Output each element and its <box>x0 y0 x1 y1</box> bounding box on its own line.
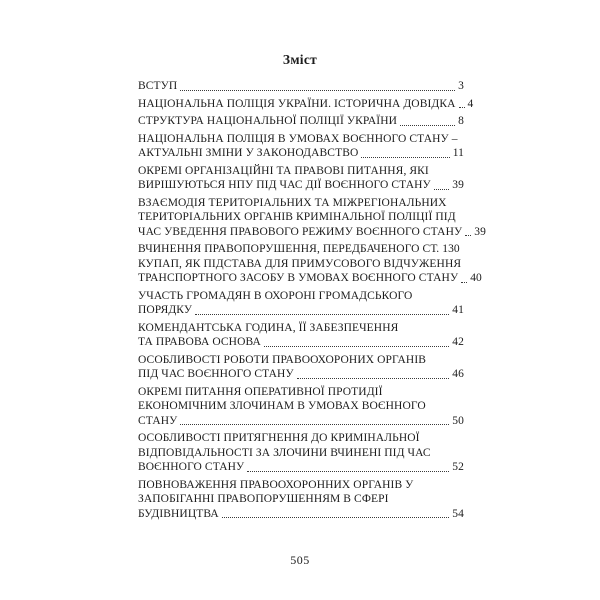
toc-entry-page-number: 40 <box>470 272 482 284</box>
dotted-leader <box>434 189 450 190</box>
toc-entry <box>138 132 464 161</box>
toc-line <box>138 289 464 304</box>
toc-line <box>138 478 464 493</box>
toc-line-with-page <box>138 225 486 240</box>
toc-entry-text: ЗАПОБІГАННІ ПРАВОПОРУШЕННЯМ В СФЕРІ <box>138 493 389 505</box>
dotted-leader <box>361 157 449 158</box>
toc-line-with-page <box>138 460 464 475</box>
toc-line-with-page <box>138 367 464 382</box>
toc-entry-text: АКТУАЛЬНІ ЗМІНИ У ЗАКОНОДАВСТВО <box>138 147 359 159</box>
toc-entry-page-number: 4 <box>467 97 474 110</box>
dotted-leader <box>459 107 465 108</box>
toc-entry <box>138 196 486 240</box>
toc-entry-page-number: 46 <box>452 368 464 380</box>
toc-entry-page-number: 41 <box>452 304 464 316</box>
toc-entry-text: ЧАС УВЕДЕННЯ ПРАВОВОГО РЕЖИМУ ВОЄННОГО СТАНУ <box>138 225 463 238</box>
toc-line <box>138 385 464 400</box>
toc-line-with-page <box>138 507 464 522</box>
toc-line-with-page <box>138 178 464 193</box>
toc-line-with-page <box>138 114 464 129</box>
toc-entry-text: КУПАП, ЯК ПІДСТАВА ДЛЯ ПРИМУСОВОГО ВІДЧУЖЕННЯ <box>138 257 462 270</box>
toc-entry-text: ВОЄННОГО СТАНУ <box>138 461 245 473</box>
toc-line-with-page <box>138 414 464 429</box>
toc-entry-text: ТА ПРАВОВА ОСНОВА <box>138 336 261 348</box>
toc-entry-text: ВЗАЄМОДІЯ ТЕРИТОРІАЛЬНИХ ТА МІЖРЕГІОНАЛЬНИХ <box>138 196 447 209</box>
toc-entry-page-number: 39 <box>474 225 486 238</box>
toc-entry <box>138 242 482 286</box>
toc-entry-text: БУДІВНИЦТВА <box>138 507 219 520</box>
toc-line <box>138 257 464 272</box>
toc-entry-text: ВИРІШУЮТЬСЯ НПУ ПІД ЧАС ДІЇ ВОЄННОГО СТАНУ <box>138 179 431 191</box>
toc-line <box>138 492 464 507</box>
toc-list <box>138 79 486 524</box>
toc-line <box>138 353 464 368</box>
toc-entry-page-number: 8 <box>458 115 464 127</box>
toc-entry-text: ПІД ЧАС ВОЄННОГО СТАНУ <box>138 368 294 380</box>
toc-entry-page-number: 11 <box>452 147 464 159</box>
toc-line-with-page <box>138 79 464 94</box>
toc-entry-text: ВЧИНЕННЯ ПРАВОПОРУШЕННЯ, ПЕРЕДБАЧЕНОГО СТ. 130 <box>138 243 460 255</box>
toc-entry <box>138 478 464 522</box>
dotted-leader <box>247 471 449 472</box>
toc-entry-text: ОСОБЛИВОСТІ РОБОТИ ПРАВООХОРОНИХ ОРГАНІВ <box>138 353 427 366</box>
toc-entry <box>138 321 464 350</box>
dotted-leader <box>461 282 467 283</box>
toc-entry-page-number: 42 <box>452 336 464 348</box>
toc-line-with-page <box>138 271 482 286</box>
toc-entry-text: СТРУКТУРА НАЦІОНАЛЬНОЇ ПОЛІЦІЇ УКРАЇНИ <box>138 115 398 127</box>
toc-entry-text: ПОВНОВАЖЕННЯ ПРАВООХОРОННИХ ОРГАНІВ У <box>138 478 414 491</box>
toc-entry-text: ОКРЕМІ ПИТАННЯ ОПЕРАТИВНОЇ ПРОТИДІЇ <box>138 385 383 398</box>
toc-line <box>138 132 464 147</box>
dotted-leader <box>180 424 449 425</box>
dotted-leader <box>264 346 449 347</box>
toc-entry <box>138 97 474 112</box>
toc-entry <box>138 353 464 382</box>
dotted-leader <box>222 517 449 518</box>
toc-entry-text: ОКРЕМІ ОРГАНІЗАЦІЙНІ ТА ПРАВОВІ ПИТАННЯ, ЯКІ <box>138 164 429 177</box>
toc-entry-text: ТРАНСПОРТНОГО ЗАСОБУ В УМОВАХ ВОЄННОГО СТАНУ <box>138 272 459 284</box>
toc-entry-page-number: 52 <box>452 461 464 473</box>
toc-entry <box>138 289 464 318</box>
toc-entry <box>138 385 464 429</box>
toc-entry-text: СТАНУ <box>138 414 178 427</box>
toc-line <box>138 210 464 225</box>
dotted-leader <box>180 90 455 91</box>
toc-line-with-page <box>138 303 464 318</box>
toc-entry-text: ВІДПОВІДАЛЬНОСТІ ЗА ЗЛОЧИНИ ВЧИНЕНІ ПІД ЧАС <box>138 446 431 459</box>
toc-entry-text: ПОРЯДКУ <box>138 304 193 316</box>
toc-line-with-page <box>138 97 474 112</box>
toc-line <box>138 399 464 414</box>
toc-entry <box>138 79 464 94</box>
toc-line <box>138 431 464 446</box>
toc-entry <box>138 114 464 129</box>
toc-entry-page-number: 50 <box>452 414 464 427</box>
toc-entry-text: ТЕРИТОРІАЛЬНИХ ОРГАНІВ КРИМІНАЛЬНОЇ ПОЛІЦІЇ ПІД <box>138 211 456 223</box>
toc-line-with-page <box>138 146 464 161</box>
dotted-leader <box>195 314 449 315</box>
toc-title: Зміст <box>282 52 318 67</box>
toc-entry-page-number: 39 <box>452 179 464 191</box>
toc-entry-text: ЕКОНОМІЧНИМ ЗЛОЧИНАМ В УМОВАХ ВОЄННОГО <box>138 400 426 412</box>
page-number-footer: 505 <box>290 553 310 567</box>
toc-line <box>138 164 464 179</box>
toc-entry <box>138 431 464 475</box>
toc-entry-text: ОСОБЛИВОСТІ ПРИТЯГНЕННЯ ДО КРИМІНАЛЬНОЇ <box>138 432 420 444</box>
toc-line-with-page <box>138 335 464 350</box>
dotted-leader <box>297 378 450 379</box>
toc-entry-text: НАЦІОНАЛЬНА ПОЛІЦІЯ УКРАЇНИ. ІСТОРИЧНА ДОВІДКА <box>138 97 456 110</box>
toc-entry-text: ВСТУП <box>138 80 178 92</box>
toc-line <box>138 196 464 211</box>
dotted-leader <box>465 235 471 236</box>
toc-entry-text: КОМЕНДАНТСЬКА ГОДИНА, ЇЇ ЗАБЕЗПЕЧЕННЯ <box>138 321 399 334</box>
toc-line <box>138 321 464 336</box>
toc-entry <box>138 164 464 193</box>
toc-entry-page-number: 54 <box>452 507 464 520</box>
toc-entry-text: НАЦІОНАЛЬНА ПОЛІЦІЯ В УМОВАХ ВОЄННОГО СТАНУ – <box>138 132 458 145</box>
toc-entry-text: УЧАСТЬ ГРОМАДЯН В ОХОРОНІ ГРОМАДСЬКОГО <box>138 289 413 302</box>
dotted-leader <box>400 125 455 126</box>
toc-entry-page-number: 3 <box>458 80 464 92</box>
toc-line <box>138 242 464 257</box>
toc-line <box>138 446 464 461</box>
